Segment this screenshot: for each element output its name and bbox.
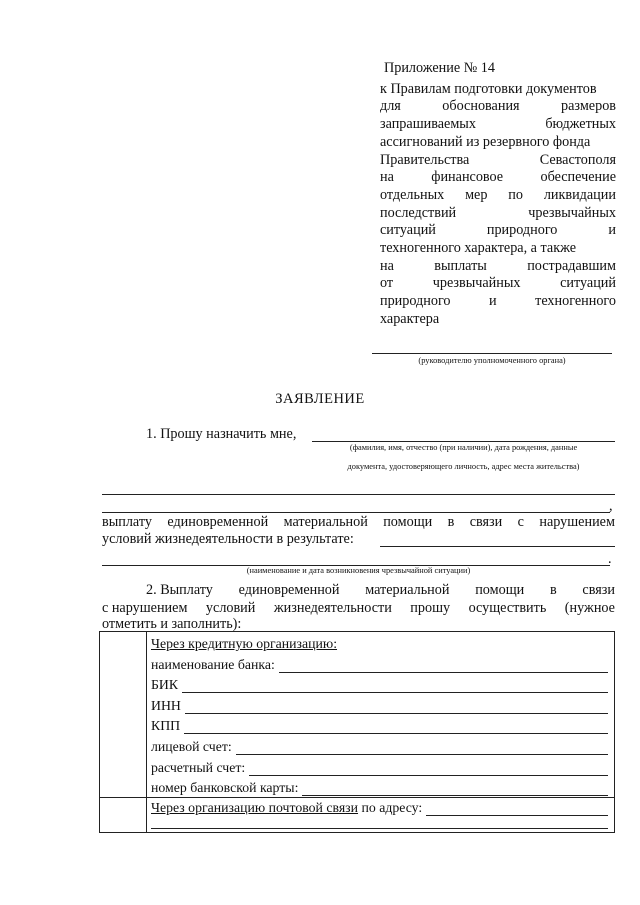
- appendix-line: [380, 275, 616, 293]
- word: прошу: [410, 600, 451, 616]
- postal-organization-cell: [151, 800, 608, 829]
- appendix-word: финансовое: [431, 169, 504, 186]
- payment-method-table: [99, 631, 615, 833]
- appendix-word: обоснования: [442, 98, 520, 115]
- bik-field[interactable]: [182, 679, 608, 693]
- appendix-word: на: [380, 257, 394, 274]
- applicant-hint-2: документа, удостоверяющего личность, адрес места жительства): [347, 462, 580, 471]
- word: единовременной: [167, 514, 269, 530]
- appendix-word: природного: [380, 293, 451, 310]
- card-number-field[interactable]: [302, 782, 608, 796]
- period: .: [608, 551, 612, 567]
- item2-text-line-3: отметить и заполнить):: [102, 616, 242, 632]
- appendix-word: ликвидации: [543, 186, 616, 203]
- credit-organization-title: Через кредитную организацию:: [151, 636, 338, 651]
- appendix-line: [380, 134, 616, 152]
- appendix-word: чрезвычайных: [528, 204, 616, 221]
- appendix-line: [380, 116, 616, 134]
- appendix-word: размеров: [561, 98, 616, 115]
- applicant-data-line-2[interactable]: [102, 494, 615, 495]
- emergency-hint: (наименование и дата возникновения чрезвычайной ситуации): [246, 566, 471, 575]
- appendix-word: характера: [380, 310, 440, 327]
- item1-lead: 1. Прошу назначить мне,: [146, 426, 297, 442]
- word: связи: [582, 582, 615, 598]
- word: связи: [469, 514, 503, 530]
- appendix-word: обеспечение: [540, 169, 616, 186]
- item2-text-line-2: [102, 600, 615, 617]
- appendix-word: запрашиваемых: [380, 116, 476, 133]
- addressee-hint: (руководителю уполномоченного органа): [418, 356, 566, 365]
- word: осуществить: [468, 600, 547, 616]
- word: условий: [205, 600, 256, 616]
- word: единовременной: [238, 582, 340, 598]
- appendix-word: пострадавшим: [527, 257, 616, 274]
- appendix-word: техногенного: [535, 293, 616, 310]
- addressee-field[interactable]: [372, 353, 612, 366]
- appendix-word: и: [489, 293, 497, 310]
- appendix-word: Правительства: [380, 151, 470, 168]
- appendix-word: чрезвычайных: [432, 275, 521, 292]
- appendix-line: [380, 240, 616, 258]
- appendix-line: [380, 293, 616, 311]
- word: жизнедеятельности: [273, 600, 392, 616]
- appendix-text: [380, 81, 616, 329]
- word: 2. Выплату: [146, 582, 213, 598]
- word: в: [447, 514, 455, 530]
- appendix-line: [380, 169, 616, 187]
- bank-name-label: наименование банка:: [151, 656, 275, 672]
- comma: ,: [609, 498, 613, 514]
- word: выплату: [102, 514, 152, 530]
- appendix-word: по: [508, 186, 523, 203]
- document-heading: ЗАЯВЛЕНИЕ: [275, 391, 365, 407]
- appendix-word: ситуаций: [380, 222, 436, 239]
- appendix-word: отдельных: [380, 186, 445, 203]
- word: материальной: [283, 514, 368, 530]
- appendix-word: ассигнований из резервного фонда: [380, 133, 591, 150]
- appendix-word: природного: [486, 222, 558, 239]
- appendix-word: и: [608, 222, 616, 239]
- settlement-account-field[interactable]: [249, 762, 608, 776]
- bank-name-field[interactable]: [279, 659, 608, 673]
- card-number-label: номер банковской карты:: [151, 780, 299, 796]
- item1-text-line-1: [102, 514, 615, 531]
- word: (нужное: [564, 600, 615, 616]
- postal-address-field[interactable]: [426, 802, 608, 816]
- word: с: [517, 514, 524, 530]
- appendix-word: к Правилам подготовки документов: [380, 80, 597, 97]
- word: помощи: [383, 514, 433, 530]
- inn-label: ИНН: [151, 697, 181, 713]
- applicant-hint-1: (фамилия, имя, отчество (при наличии), дата рождения, данные: [349, 443, 578, 452]
- personal-account-label: лицевой счет:: [151, 738, 232, 754]
- appendix-line: [380, 152, 616, 170]
- appendix-word: на: [380, 169, 394, 186]
- applicant-data-line-3[interactable]: [102, 512, 610, 513]
- personal-account-field[interactable]: [236, 741, 608, 755]
- word: нарушением: [539, 514, 615, 530]
- settlement-account-label: расчетный счет:: [151, 759, 246, 775]
- kpp-label: КПП: [151, 718, 181, 734]
- postal-address-field-2[interactable]: [151, 815, 608, 829]
- appendix-line: [380, 222, 616, 240]
- word: в: [549, 582, 557, 598]
- appendix-title: Приложение № 14: [384, 60, 495, 76]
- appendix-block: [380, 60, 616, 329]
- item1-text-line-2: условий жизнедеятельности в результате:: [102, 531, 354, 547]
- kpp-field[interactable]: [184, 720, 608, 734]
- word: помощи: [475, 582, 525, 598]
- postal-address-label: по адресу:: [358, 800, 423, 815]
- appendix-line: [380, 258, 616, 276]
- appendix-line: [380, 81, 616, 99]
- appendix-word: от: [380, 275, 394, 292]
- appendix-word: техногенного характера, а также: [380, 240, 577, 257]
- applicant-data-field[interactable]: [312, 441, 615, 442]
- word: с нарушением: [102, 600, 188, 616]
- appendix-line: [380, 98, 616, 116]
- inn-field[interactable]: [185, 700, 608, 714]
- bik-label: БИК: [151, 677, 179, 693]
- credit-organization-cell: [151, 635, 608, 796]
- emergency-result-field[interactable]: [380, 546, 615, 547]
- appendix-word: для: [380, 98, 401, 115]
- appendix-word: Севастополя: [539, 151, 616, 168]
- appendix-word: мер: [465, 186, 488, 203]
- word: материальной: [365, 582, 450, 598]
- appendix-word: бюджетных: [545, 116, 616, 133]
- appendix-line: [380, 187, 616, 205]
- appendix-word: ситуаций: [560, 275, 616, 292]
- postal-organization-title: Через организацию почтовой связи: [151, 800, 359, 815]
- item2-text-line-1: [146, 582, 615, 599]
- appendix-word: выплаты: [434, 257, 487, 274]
- appendix-line: [380, 311, 616, 329]
- appendix-line: [380, 205, 616, 223]
- appendix-word: последствий: [380, 204, 457, 221]
